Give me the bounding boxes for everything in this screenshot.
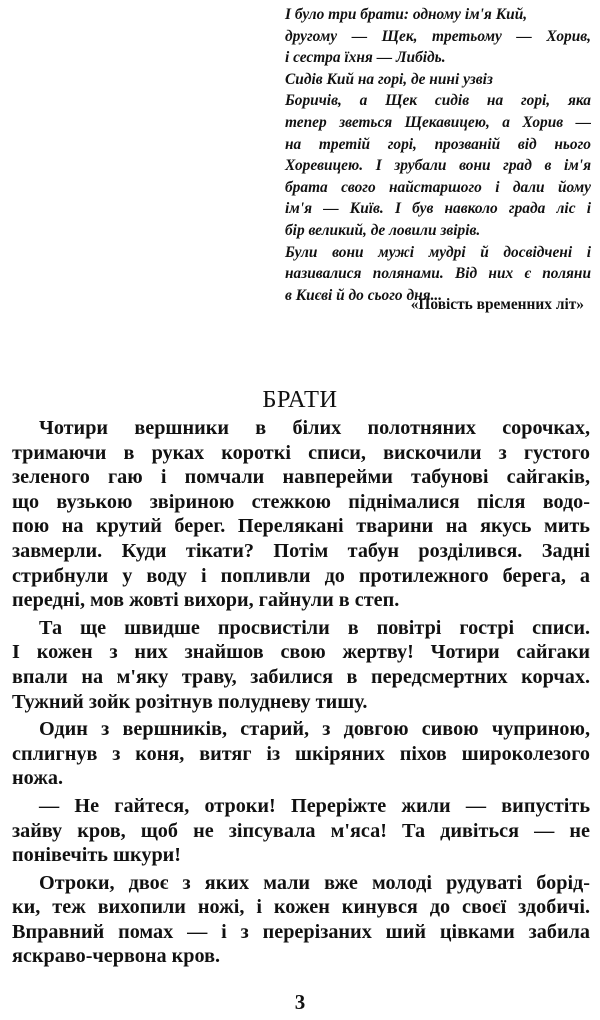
text-line: І кожен з них знайшов свою жертву! Чотири сайгаки [12, 641, 590, 664]
epigraph-line: на третій горі, прозваній від нього [285, 135, 591, 153]
epigraph-line: Сидів Кий на горі, де нині узвіз [285, 70, 493, 88]
epigraph-line: в Києві й до сього дня... [285, 286, 443, 304]
page-number: 3 [294, 990, 306, 1014]
text-line: Та ще швидше просвистіли в повітрі гострі списи. [39, 616, 590, 639]
text-line: сплигнув з коня, витяг із шкіряних піхов широколезого [12, 742, 590, 765]
epigraph-line: другому — Щек, третьому — Хорив, [285, 27, 591, 45]
text-line: що вузькою звіриною стежкою піднімалися після водо- [12, 490, 590, 513]
text-line: зеленого гаю і помчали навперейми табунові сайгаків, [12, 466, 590, 489]
epigraph-line: брата свого найстаршого і дали йому [285, 178, 591, 196]
paragraph [12, 616, 590, 714]
text-line: зайву кров, щоб не зіпсувала м'яса! Та дивіться — не [12, 819, 590, 842]
epigraph-line: Були вони мужі мудрі й досвідчені і [285, 243, 591, 261]
epigraph-line: і сестра їхня — Либідь. [285, 49, 446, 67]
text-line: Тужний зойк розітнув полудневу тишу. [12, 690, 368, 713]
text-line: Один з вершників, старий, з довгою сивою чуприною, [39, 718, 590, 741]
epigraph-line: Хоревицею. І зрубали вони град в ім'я [285, 157, 591, 175]
text-line: понівечіть шкури! [12, 844, 182, 867]
text-line: Чотири вершники в білих полотняних сорочках, [39, 417, 590, 439]
chapter-title: БРАТИ [262, 386, 338, 414]
text-line: Вправний помах — і з перерізаних ший цівками забила [12, 920, 590, 943]
text-line: пою на крутий берег. Перелякані тварини на якусь мить [12, 515, 590, 538]
text-line: стрибнули у воду і попливли до протилежного берега, а [12, 564, 590, 587]
epigraph-source: «Повість временних літ» [410, 296, 584, 313]
epigraph-line: Боричів, а Щек сидів на горі, яка [285, 92, 591, 110]
text-line: ки, теж вихопили ножі, і кожен кинувся до своєї здобичі. [12, 896, 590, 919]
text-line: тримаючи в руках короткі списи, вискочили з густого [12, 441, 590, 464]
epigraph-line: І було три брати: одному ім'я Кий, [285, 6, 528, 23]
epigraph-line: ім'я — Київ. І був навколо града ліс і [285, 200, 591, 218]
epigraph-line: бір великий, де ловили звірів. [285, 221, 481, 239]
paragraph [12, 416, 590, 613]
text-line: завмерли. Куди тікати? Потім табун розділився. Задні [12, 539, 590, 562]
text-line: яскраво-червона кров. [12, 945, 221, 968]
text-line: впали на м'яку траву, забилися в передсмертних корчах. [12, 665, 590, 688]
chapter-body [12, 416, 590, 972]
text-line: — Не гайтеся, отроки! Переріжте жили — випустіть [39, 794, 590, 817]
paragraph [12, 794, 590, 868]
epigraph-line: тепер зветься Щекавицею, а Хорив — [285, 113, 591, 131]
paragraph [12, 871, 590, 969]
epigraph-line: називалися полянами. Від них є поляни [285, 265, 591, 283]
paragraph [12, 717, 590, 791]
text-line: ножа. [12, 767, 64, 790]
epigraph [285, 4, 591, 306]
text-line: передні, мов жовті вихори, гайнули в степ. [12, 589, 400, 612]
text-line: Отроки, двоє з яких мали вже молоді рудуваті борід- [39, 871, 590, 894]
